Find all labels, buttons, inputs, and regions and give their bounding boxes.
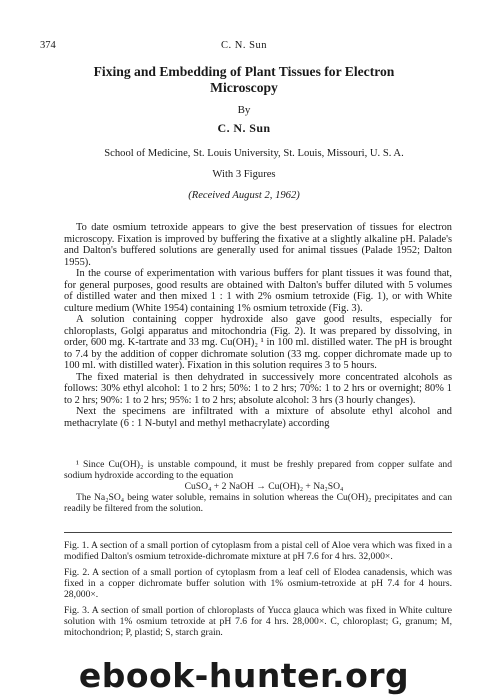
body-paragraph: To date osmium tetroxide appears to give the best preservation of tissues for electron microscopy. Fixation is improved by buffering the fixative at a slightly alkaline pH. Palade's and Dalton's buffered solutions are generally used for animal tissues (Palade 1952; Dalton 1955).: [64, 222, 452, 268]
footnote: [64, 459, 452, 514]
page-number: 374: [40, 40, 56, 51]
footnote-equation: CuSO₄ + 2 NaOH → Cu(OH)₂ + Na₂SO₄: [184, 481, 344, 492]
running-header: [40, 40, 448, 54]
body-paragraph: Next the specimens are infiltrated with a mixture of absolute ethyl alcohol and methacrylate (6 : 1 N-butyl and methyl methacrylate) according: [64, 406, 452, 429]
figure-caption-2: Fig. 2. A section of a small portion of cytoplasm from a leaf cell of Elodea canadensis, which was fixed in a copper dichromate buffer solution with 1% osmium-tetroxide at pH 7.4 for 4 hours. 28,000×.: [64, 567, 452, 600]
body-paragraph: A solution containing copper hydroxide also gave good results, especially for chloroplasts, Golgi apparatus and mitochondria (Fig. 2). It was prepared by dissolving, in order, 600 mg. K-tartrate and 33 mg. Cu(OH)₂ ¹ in 100 ml. distilled water. The pH is brought to 7.4 by the addition of copper dichromate solution (33 mg. copper dichromate made up to 100 ml. with distilled water). Fixation in this solution requires 3 to 5 hours.: [64, 314, 452, 371]
watermark-logo: ebook-hunter.org: [78, 656, 410, 695]
figures-note: With 3 Figures: [212, 169, 276, 180]
footnote-text-continued: The Na₂SO₄ being water soluble, remains in solution whereas the Cu(OH)₂ precipitates and can readily be filtered from the solution.: [64, 492, 452, 514]
body-paragraph: The fixed material is then dehydrated in successively more concentrated alcohols as follows: 30% ethyl alcohol: 1 to 2 hrs; 50%: 1 to 2 hrs; 70%: 1 to 2 hrs or overnight; 80% 1 to 2 hrs; 90%: 1 to 2 hrs; 95%: 1 to 2 hrs; absolute alcohol: 3 hrs (3 hourly changes).: [64, 371, 452, 406]
running-author: C. N. Sun: [221, 40, 267, 51]
byline: By: [237, 104, 251, 116]
footnote-text: ¹ Since Cu(OH)₂ is unstable compound, it must be freshly prepared from copper sulfate and sodium hydroxide according to the equation: [64, 459, 452, 481]
figure-caption-3: Fig. 3. A section of small portion of chloroplasts of Yucca glauca which was fixed in White culture solution with 1% osmium tetroxide at pH 7.6 for 4 hrs. 28,000×. C, chloroplast; G, granum; M, mitochondrion; P, plastid; S, starch grain.: [64, 605, 452, 638]
author-affiliation: School of Medicine, St. Louis University, St. Louis, Missouri, U. S. A.: [104, 148, 404, 159]
figure-caption-1: Fig. 1. A section of a small portion of cytoplasm from a pistal cell of Aloe vera which was fixed in a modified Dalton's osmium tetroxide-dichromate mixture at pH 7.6 for 4 hrs. 32,000×.: [64, 540, 452, 562]
received-date: (Received August 2, 1962): [188, 190, 300, 201]
article-title: Fixing and Embedding of Plant Tissues for Electron Microscopy: [93, 64, 395, 95]
caption-divider: [64, 532, 452, 533]
figure-captions: [64, 540, 452, 643]
article-body: [64, 222, 452, 429]
body-paragraph: In the course of experimentation with various buffers for plant tissues it was found that, for general purposes, good results are obtained with Dalton's buffer diluted with 5 volumes of distilled water and then mixed 1 : 1 with 2% osmium tetroxide (Fig. 1), or with White culture medium (White 1954) containing 1% osmium tetroxide (Fig. 3).: [64, 268, 452, 314]
author-name: C. N. Sun: [217, 121, 271, 135]
